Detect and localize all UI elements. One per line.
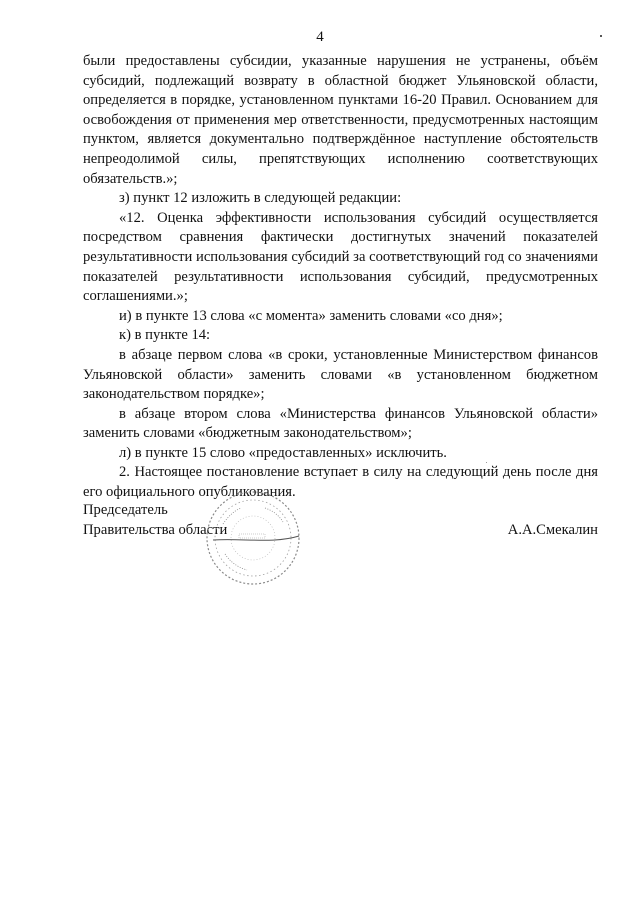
paragraph-item-k-first: в абзаце первом слова «в сроки, установленные Министерством финансов Ульяновской области» заменить словами «в установленном бюджетном законодательством порядке»; bbox=[83, 346, 598, 403]
paragraph-effective-date: 2. Настоящее постановление вступает в силу на следующий день после дня его официального опубликования. bbox=[83, 464, 598, 501]
paragraph-clause-12: «12. Оценка эффективности использования субсидий осуществляется посредством сравнения фактически достигнутых значений показателей результативности использования субсидий за соответствующий год со значениями показателей результативности использования субсидий, предусмотренных соглашениями.»; bbox=[83, 209, 598, 305]
signature-block bbox=[83, 500, 598, 610]
paragraph-item-z: з) пункт 12 изложить в следующей редакции: bbox=[119, 190, 402, 207]
paragraph-item-k: к) в пункте 14: bbox=[119, 327, 211, 344]
page-number: 4 bbox=[316, 29, 324, 45]
official-seal-icon bbox=[203, 488, 303, 588]
corner-mark bbox=[600, 35, 602, 37]
document-body bbox=[83, 52, 598, 503]
signatory-name: А.А.Смекалин bbox=[507, 522, 598, 538]
paragraph-item-k-second: в абзаце втором слова «Министерства финансов Ульяновской области» заменить словами «бюджетным законодательством»; bbox=[83, 405, 598, 442]
signatory-title-line2: Правительства области bbox=[83, 522, 228, 538]
paragraph-continuation: были предоставлены субсидии, указанные нарушения не устранены, объём субсидий, подлежащий возврату в областной бюджет Ульяновской области, определяется в порядке, установленном пунктами 16-20 Правил. Основанием для освобождения от применения мер ответственности, предусмотренных настоящим пунктом, является документально подтверждённое наступление обстоятельств непреодолимой силы, препятствующих исполнению соответствующих обязательств.»; bbox=[83, 53, 598, 187]
paragraph-item-l: л) в пункте 15 слово «предоставленных» исключить. bbox=[119, 444, 447, 461]
signatory-title-line1: Председатель bbox=[83, 502, 168, 518]
paragraph-item-i: и) в пункте 13 слова «с момента» заменить словами «со дня»; bbox=[119, 307, 503, 324]
stray-mark bbox=[486, 462, 487, 463]
